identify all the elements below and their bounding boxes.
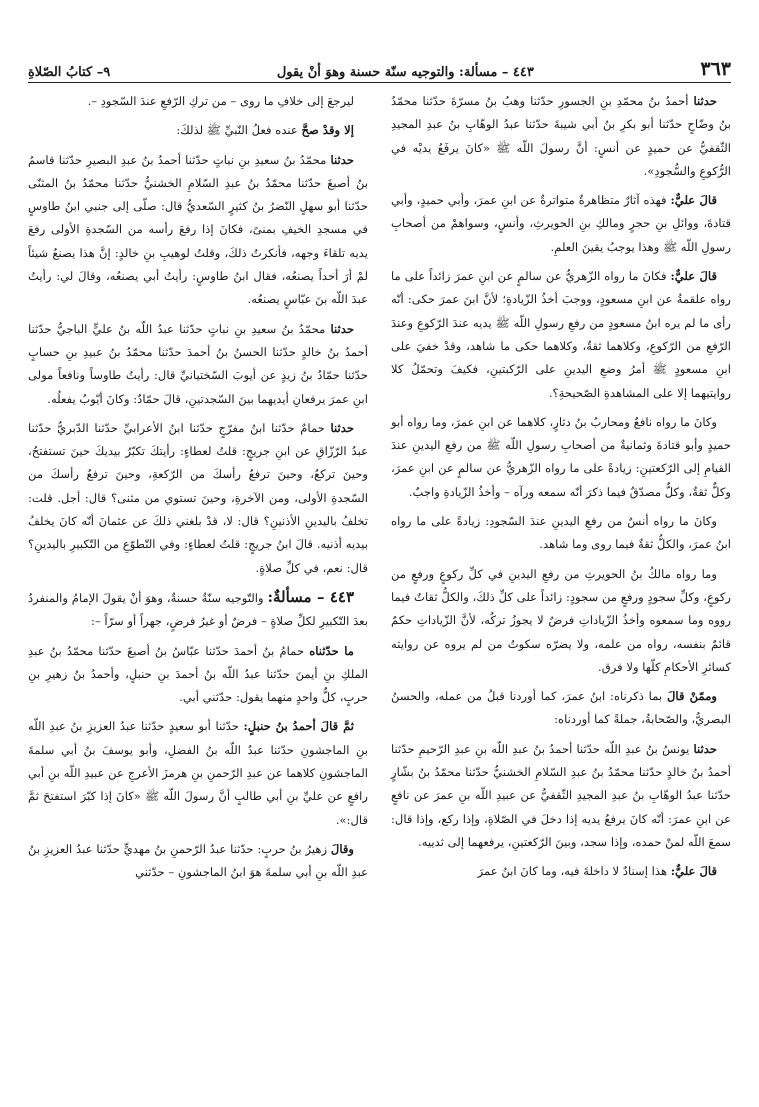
left-column xyxy=(28,90,368,891)
book-title: ٩– كتابُ الصّلاةِ xyxy=(28,65,111,80)
header-rule xyxy=(28,82,731,83)
paragraph xyxy=(28,119,368,142)
paragraph-lead: إلا وقدْ صحَّ xyxy=(301,123,354,138)
paragraph-text: فهذه آثارٌ متظاهرةٌ متواترةٌ عن ابنِ عمرَ، وأبي حميدٍ، وأبي قتادةَ، ووائلِ بنِ حجرٍ ومالكِ بنِ الحويرثِ، وأنسٍ، وسواهمْ من أصحابِ رسولِ اللّه ﷺ وهذا يوجبُ يقينَ العلمِ. xyxy=(391,193,731,254)
section-title: ٤٤٣ – مسألة: والتوجيه سنّة حسنة وهوَ أنْ يقول xyxy=(276,65,534,80)
paragraph xyxy=(391,510,731,557)
paragraph-text: زهيرُ بنُ حربٍ: حدّثنا عبدُ الرّحمنِ بنُ مهديٍّ حدّثنا عبدُ العزيزِ بنُ عبدِ اللّه بنِ أبي سلمةَ هوَ ابنُ الماجشونِ – حدّثني xyxy=(28,841,368,880)
paragraph-lead: حدثنا xyxy=(330,152,354,167)
paragraph xyxy=(28,715,368,831)
paragraph-text: هذا إسنادٌ لا داخلةَ فيه، وما كانَ ابنُ عمرَ xyxy=(477,864,668,879)
paragraph-lead: قالَ عليٌّ: xyxy=(670,269,718,284)
paragraph xyxy=(28,838,368,885)
section-heading: ٤٤٣ – مسألةٌ: xyxy=(267,587,354,606)
page-header xyxy=(28,54,731,80)
paragraph-text: حمامُ بنُ أحمدَ حدّثنا عبّاسُ بنُ أصبغَ حدّثنا محمّدُ بنُ عبدِ الملكِ بنِ أيمنَ حدّثنا عبدُ اللّه بنُ أحمدَ بنِ حنبلٍ، وأحمدُ بنُ زهيرِ بنِ حربٍ، كلٌّ واحدٍ منهما يقول: حدّثني أبي. xyxy=(28,643,368,705)
right-column xyxy=(391,90,731,890)
section-paragraph xyxy=(28,586,368,634)
paragraph-lead: وقالَ xyxy=(330,841,355,856)
paragraph xyxy=(28,90,368,113)
paragraph-text: والتّوجيه سنّةٌ حسنةٌ، وهوَ أنْ يقولَ الإمامُ والمنفردُ بعدَ التّكبيرِ لكلِّ صلاةٍ – فرضٌ أو غيرُ فرضٍ، جهراً أو سرّاً –: xyxy=(28,590,368,629)
paragraph-text: أحمدُ بنُ محمّدِ بنِ الجسورِ حدّثنا وهبُ بنُ مسرّةَ حدّثنا محمّدُ بنُ وضّاحٍ حدّثنا أبو بكرِ بنُ أبي شيبةَ حدّثنا عبدُ الوهّابِ بنُ عبدِ المجيدِ الثّقفيُّ عن حميدٍ عن أنسٍ: أنَّ رسولَ اللّه ﷺ «كانَ يرفَعُ يديْه في الرُّكوعِ والسُّجودِ». xyxy=(391,94,731,178)
paragraph-text: وكانَ ما رواه نافعٌ ومحاربُ بنُ دثارٍ، كلاهما عن ابنِ عمرَ، وما رواه أبو حميدٍ وأبو قتادةَ وثمانيةٌ من أصحابِ رسولِ اللّه ﷺ من رفعِ اليدينِ عندَ القيامِ إلى الرّكعتينِ: زيادةً على ما رواه الزّهريُّ عن سالمٍ عن ابنِ عمرَ، وكلٌّ ثقةٌ، وكلٌّ مصدّقٌ فيما ذكرَ أنّه سمعه ورآه – وأخذُ الزّيادةِ واجبٌ. xyxy=(391,414,731,499)
paragraph xyxy=(391,738,731,854)
paragraph-text: بما ذكرناه: ابنُ عمرَ، كما أوردنا قبلُ من عمله، والحسنُ البصريُّ، والصّحابةُ، جملةً كما أوردناه: xyxy=(391,689,731,727)
paragraph xyxy=(28,318,368,411)
paragraph xyxy=(391,563,731,679)
paragraph-text: محمّدُ بنُ سعيدِ بنِ نباتٍ حدّثنا أحمدُ بنُ عبدِ البصيرِ حدّثنا قاسمُ بنُ أصبغَ حدّثنا محمّدُ بنُ عبدِ السّلامِ الخشنيُّ حدّثنا محمّدُ بنُ المثنّى حدّثنا أبو سهلٍ النّضرُ بنُ كثيرٍ السّعديُّ قال: صلّى إلى جنبي ابنُ طاوسٍ في مسجدِ الخيفِ بمنىً، فكانَ إذا رفعَ رأسه من السّجدةِ الأولى رفعَ يديه تلقاءَ وجهه، فأنكرتُ ذلكَ، وقلتُ لوهيبِ بنِ خالدٍ: إنَّ هذا يصنعُ شيئاً لمْ أرَ أحداً يصنعُه، فقال ابنُ طاوسٍ: رأيتُ أبي يصنعُه، وقالَ لي: رأيتُ عبدَ اللّه بنَ عبّاسٍ يصنعُه. xyxy=(28,152,368,307)
paragraph-lead: حدثنا xyxy=(330,321,354,336)
paragraph xyxy=(28,640,368,710)
paragraph-lead: حدثنا xyxy=(693,741,717,756)
page-number: ٣٦٣ xyxy=(700,58,731,80)
paragraph xyxy=(391,411,731,504)
paragraph-lead: وممّنْ قالَ xyxy=(667,689,718,704)
paragraph xyxy=(391,189,731,259)
paragraph xyxy=(28,417,368,580)
paragraph-text: حمامٌ حدّثنا ابنُ مفرّجٍ حدّثنا ابنُ الأعرابيِّ حدّثنا الدّبريُّ حدّثنا عبدُ الرّزّاقِ عن ابنِ جريجٍ: قلتُ لعطاءٍ: رأيتكَ تكبّرُ بيديكَ حينَ تستفتحُ، وحينَ تركعُ، وحينَ ترفعُ رأسكَ من الرّكعةِ، وحينَ ترفعُ رأسكَ من السّجدةِ الأولى، ومن الآخرةِ، وحينَ تستوي من مثنى؟ قال: أجل. قلت: تخلفُ باليدينِ الأذنينِ؟ قال: لا، قدْ بلغني ذلكَ عن عثمانَ أنّه كانَ يخلفُ بيديه أذنيه. قالَ ابنُ جريجٍ: قلتُ لعطاءٍ: وفي التّطوّعِ من التّكبيرِ باليدينِ؟ قال: نعم، في كلِّ صلاةٍ. xyxy=(28,420,368,575)
paragraph-text: محمّدُ بنُ سعيدِ بنِ نباتٍ حدّثنا عبدُ اللّه بنُ عليٍّ الباجيُّ حدّثنا أحمدُ بنُ خالدٍ حدّثنا الحسنُ بنُ أحمدَ حدّثنا محمّدُ بنُ عبيدِ بنِ حسابٍ حدّثنا حمّادُ بنُ زيدٍ عن أيوبَ السّختيانيِّ قال: رأيتُ طاوساً ونافعاً مولى ابنِ عمرَ يرفعانِ أيديهما بينَ السّجدتينِ، قالَ حمّادٌ: وكانَ أيّوبُ يفعلُه. xyxy=(28,321,368,406)
paragraph-lead: قالَ عليٌّ: xyxy=(670,193,718,208)
paragraph xyxy=(391,265,731,405)
paragraph xyxy=(391,685,731,732)
paragraph xyxy=(28,149,368,312)
paragraph-lead: قالَ عليٌّ: xyxy=(670,864,717,879)
paragraph-text: وكانَ ما رواه أنسٌ من رفعِ اليدينِ عندَ السّجودِ: زيادةً على ما رواه ابنُ عمرَ، والكلُّ ثقةٌ فيما روى وما شاهد. xyxy=(391,514,731,552)
paragraph xyxy=(391,860,731,883)
paragraph-lead: حدثنا xyxy=(330,420,354,435)
paragraph-text: عنده فعلُ النّبيِّ ﷺ لذلكَ: xyxy=(176,123,298,138)
paragraph-lead: ما حدّثناه xyxy=(309,643,354,658)
paragraph-text: حدّثنا أبو سعيدٍ حدّثنا عبدُ العزيزِ بنُ عبدِ اللّه بنِ الماجشونِ حدّثنا عبدُ اللّه بنُ الفضلِ، وأبو يوسفَ بنُ أبي سلمةَ الماجشونِ كلاهما عن عبدِ الرّحمنِ بنِ هرمزَ الأعرجِ عن عبيدِ اللّه بنِ أبي رافعٍ عن عليِّ بنِ أبي طالبٍ أنَّ رسولَ اللّه ﷺ «كانَ إذا كبّرَ استفتحَ ثمَّ قال:». xyxy=(28,719,368,827)
paragraph-lead: حدثنا xyxy=(693,94,718,108)
paragraph xyxy=(391,90,731,183)
paragraph-text: وما رواه مالكُ بنُ الحويرثِ من رفعِ اليدينِ في كلِّ ركوعٍ ورفعٍ من ركوعٍ، وكلِّ سجودٍ ورفعٍ من سجودٍ: زائداً على كلِّ ذلكَ، والكلُّ ثقاتٌ فيما رووه وما سمعوه وأخذُ الزّياداتِ فرضٌ لا يجوزُ تركُه، لأنَّ الزّياداتِ حكمٌ قائمٌ بنفسه، رواه من علمه، ولا يضرّه سكوتُ من لم يروه عن روايته كسائرِ الأحكامِ كلّها ولا فرق. xyxy=(391,566,731,674)
paragraph-text: يونسُ بنُ عبدِ اللّه حدّثنا أحمدُ بنُ عبدِ اللّه بنِ عبدِ الرّحيمِ حدّثنا أحمدُ بنُ خالدٍ حدّثنا محمّدُ بنُ عبدِ السّلامِ الخشنيُّ حدّثنا محمّدُ بنُ بشّارٍ حدّثنا عبدُ الوهّابِ بنُ عبدِ المجيدِ الثّقفيُّ عن عبيدِ اللّه بنِ عمرَ عن نافعٍ عن ابنِ عمرَ: أنّه كانَ يرفعُ يديه إذا دخلَ في الصّلاةِ، وإذا ركع، وإذا قال: سمعَ اللّه لمنْ حمده، وإذا سجد، وبينَ الرّكعتينِ، يرفعهما إلى ثدييه. xyxy=(391,741,731,849)
paragraph-text: ليرجعَ إلى خلافِ ما روى – من تركِ الرّفعِ عندَ السّجودِ –. xyxy=(87,94,354,108)
paragraph-lead: ثمَّ قالَ أحمدُ بنُ حنبلٍ: xyxy=(243,719,355,734)
paragraph-text: فكانَ ما رواه الزّهريُّ عن سالمٍ عن ابنِ عمرَ زائداً على ما رواه علقمةُ عن ابنِ مسعودٍ، ووجبَ أخذُ الزّيادةِ؛ لأنَّ ابنَ عمرَ حكى: أنّه رأى ما لم يره ابنُ مسعودٍ من رفعِ رسولِ اللّه ﷺ يديه عندَ الرّكوعِ وعندَ الرّفعِ من الرّكوعِ، وكلاهما ثقةٌ، وكلاهما حكى ما شاهد، وقدْ خفيَ على ابنِ مسعودٍ ﷺ أمرُ وضعِ اليدينِ على الرّكبتينِ، فكيفَ وتحمّلُ كلا روايتيهما إلا على المشاهدةِ الصّحيحةِ؟. xyxy=(391,269,731,400)
